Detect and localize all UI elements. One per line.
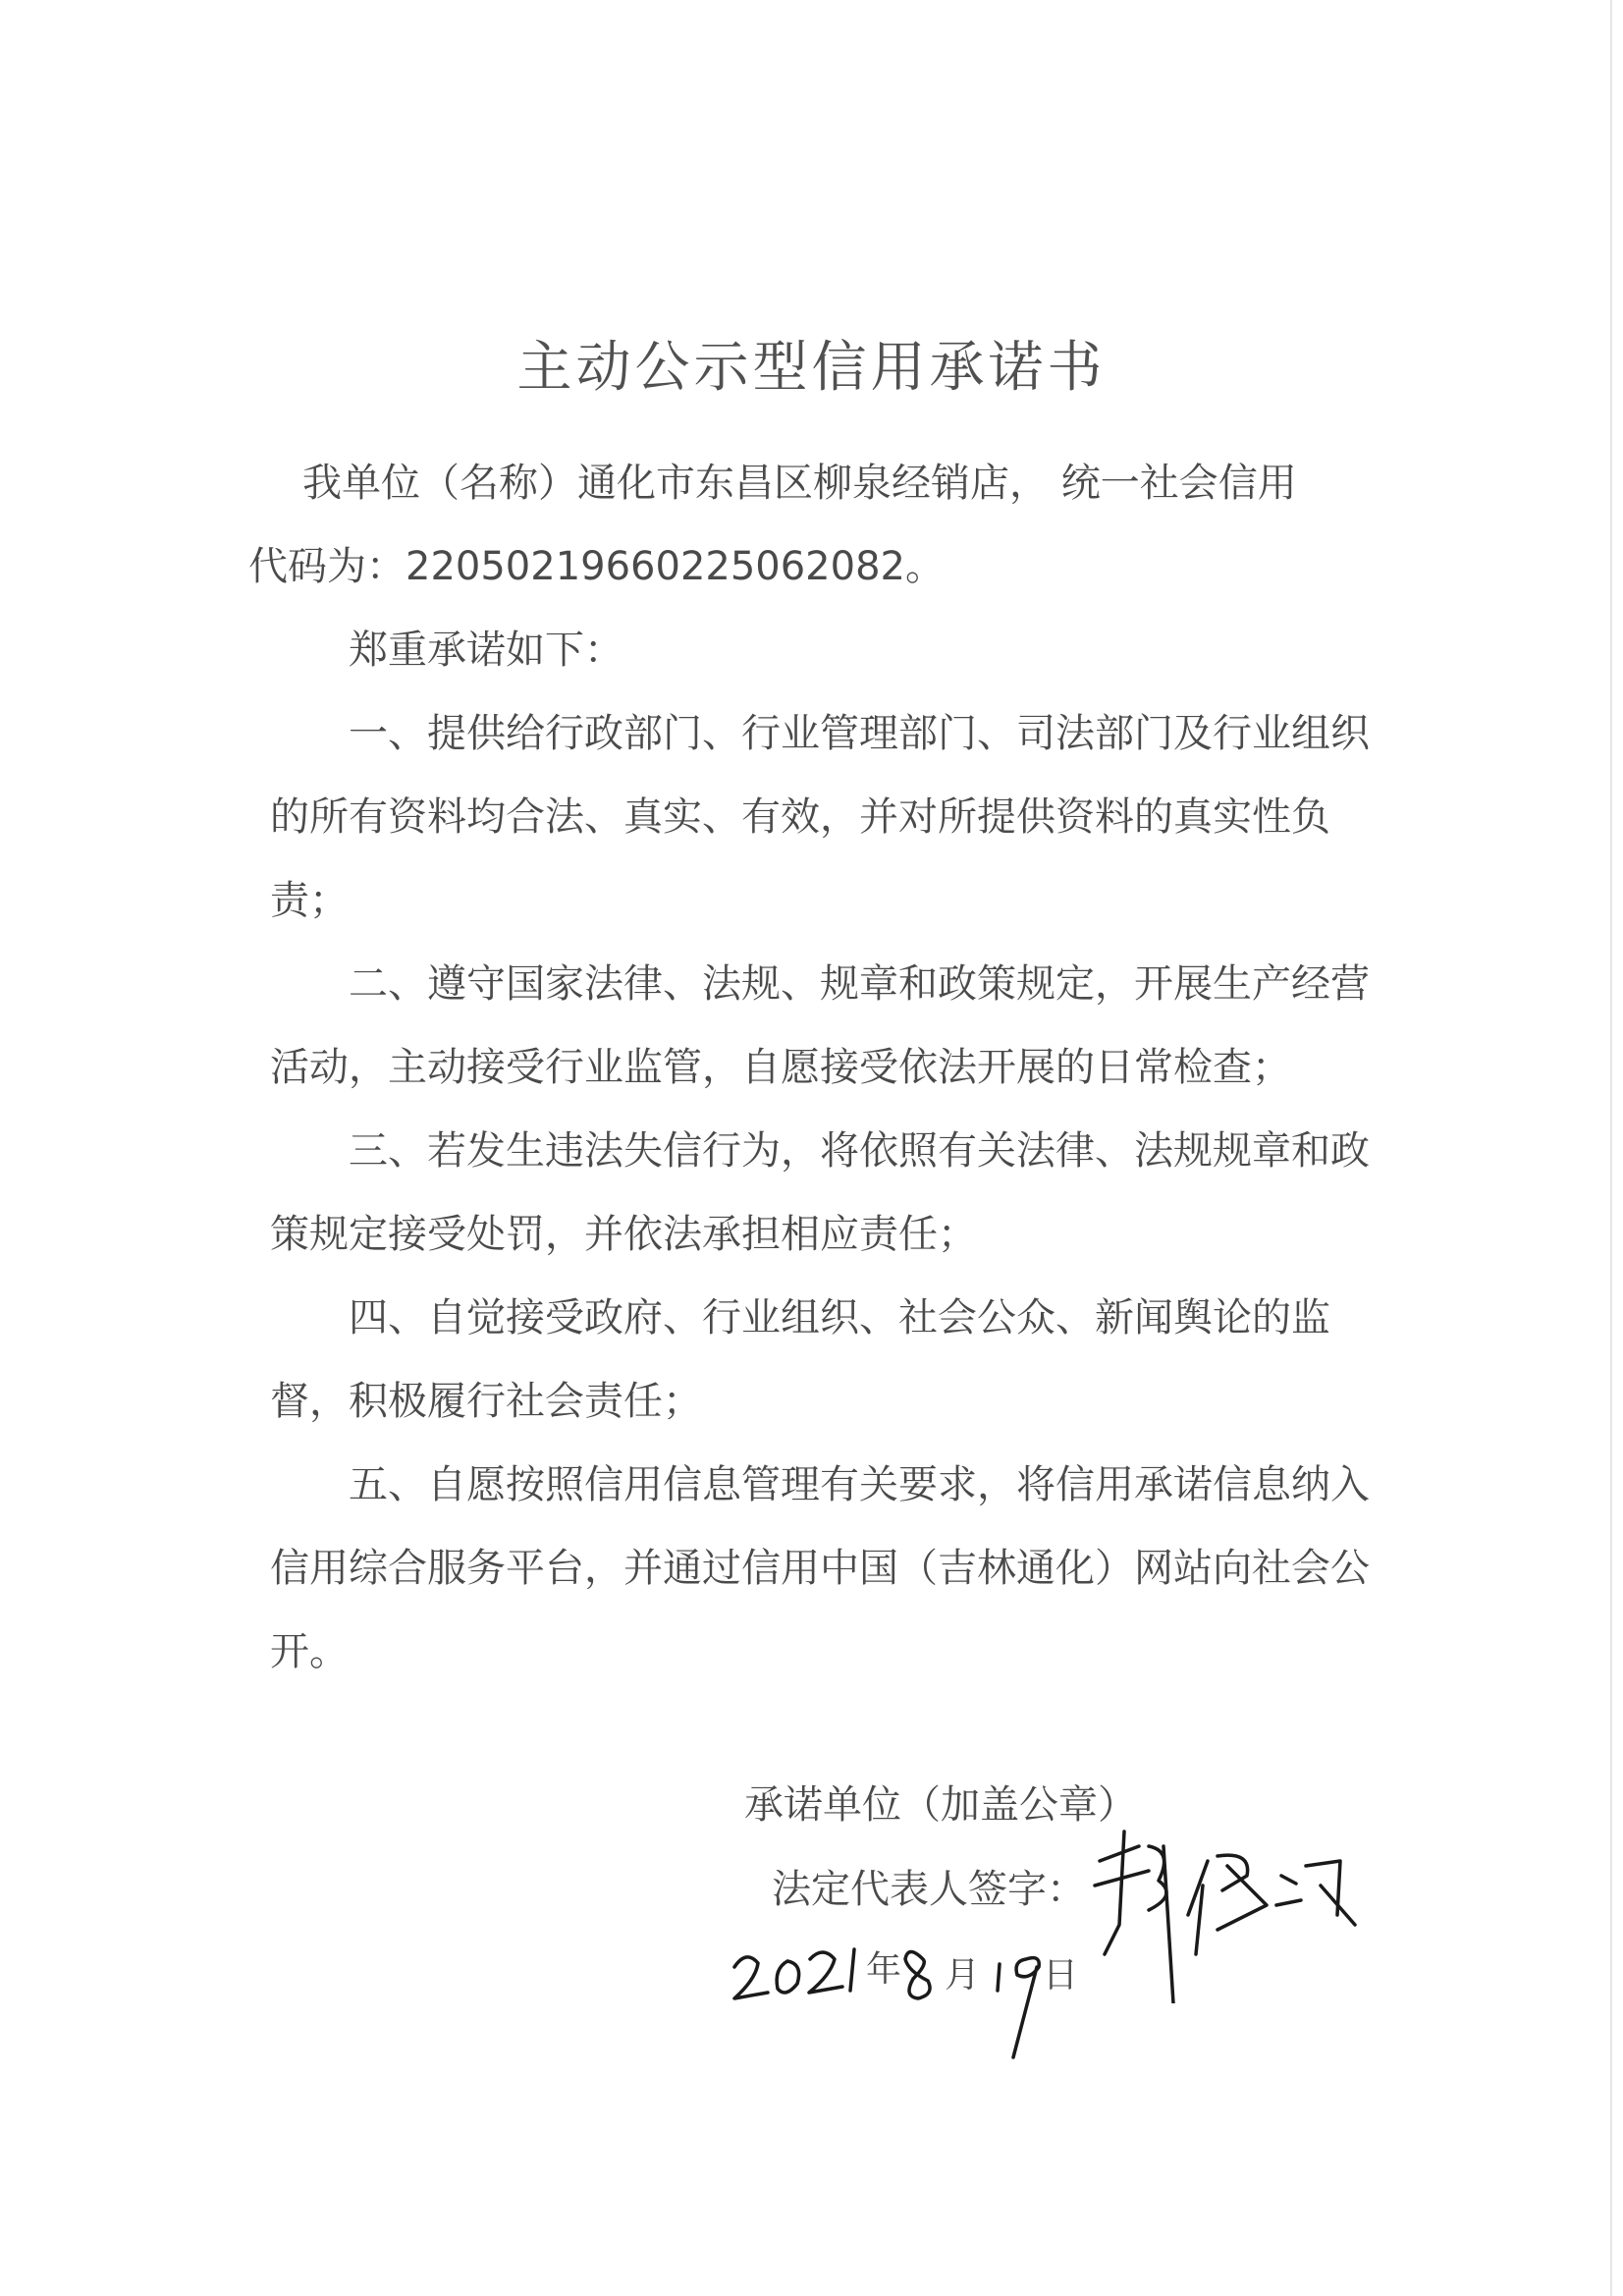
lead-paragraph: 郑重承诺如下：: [349, 628, 623, 673]
date-month-char: 月: [945, 1955, 981, 1995]
commitment-item-3: 三、若发生违法失信行为，将依照有关法律、法规规章和政策规定接受处罚，并依法承担相应责任；: [270, 1128, 1370, 1257]
commitment-item-4: 四、自觉接受政府、行业组织、社会公众、新闻舆论的监督，积极履行社会责任；: [270, 1295, 1330, 1424]
date-year-char: 年: [866, 1949, 902, 1990]
commitment-item-2: 二、遵守国家法律、法规、规章和政策规定，开展生产经营活动，主动接受行业监管，自愿接受依法开展的日常检查；: [270, 961, 1370, 1090]
intro-line-2: 代码为：22050219660225062082。: [248, 544, 945, 589]
date-line: [727, 1930, 1139, 2077]
date-day-char: 日: [1043, 1955, 1079, 1995]
sign-rep-label: 法定代表人签字：: [772, 1867, 1086, 1912]
sign-unit-label: 承诺单位（加盖公章）: [744, 1782, 1137, 1828]
document-body: [248, 442, 1370, 1694]
intro-line-1: 我单位（名称）通化市东昌区柳泉经销店， 统一社会信用: [302, 461, 1297, 506]
commitment-item-5: 五、自愿按照信用信息管理有关要求，将信用承诺信息纳入信用综合服务平台，并通过信用中国（吉林通化）网站向社会公开。: [270, 1462, 1370, 1674]
commitment-item-1: 一、提供给行政部门、行业管理部门、司法部门及行业组织的所有资料均合法、真实、有效，并对所提供资料的真实性负责；: [270, 711, 1370, 923]
document-title: 主动公示型信用承诺书: [516, 336, 1107, 400]
intro-paragraph: [248, 442, 1370, 609]
